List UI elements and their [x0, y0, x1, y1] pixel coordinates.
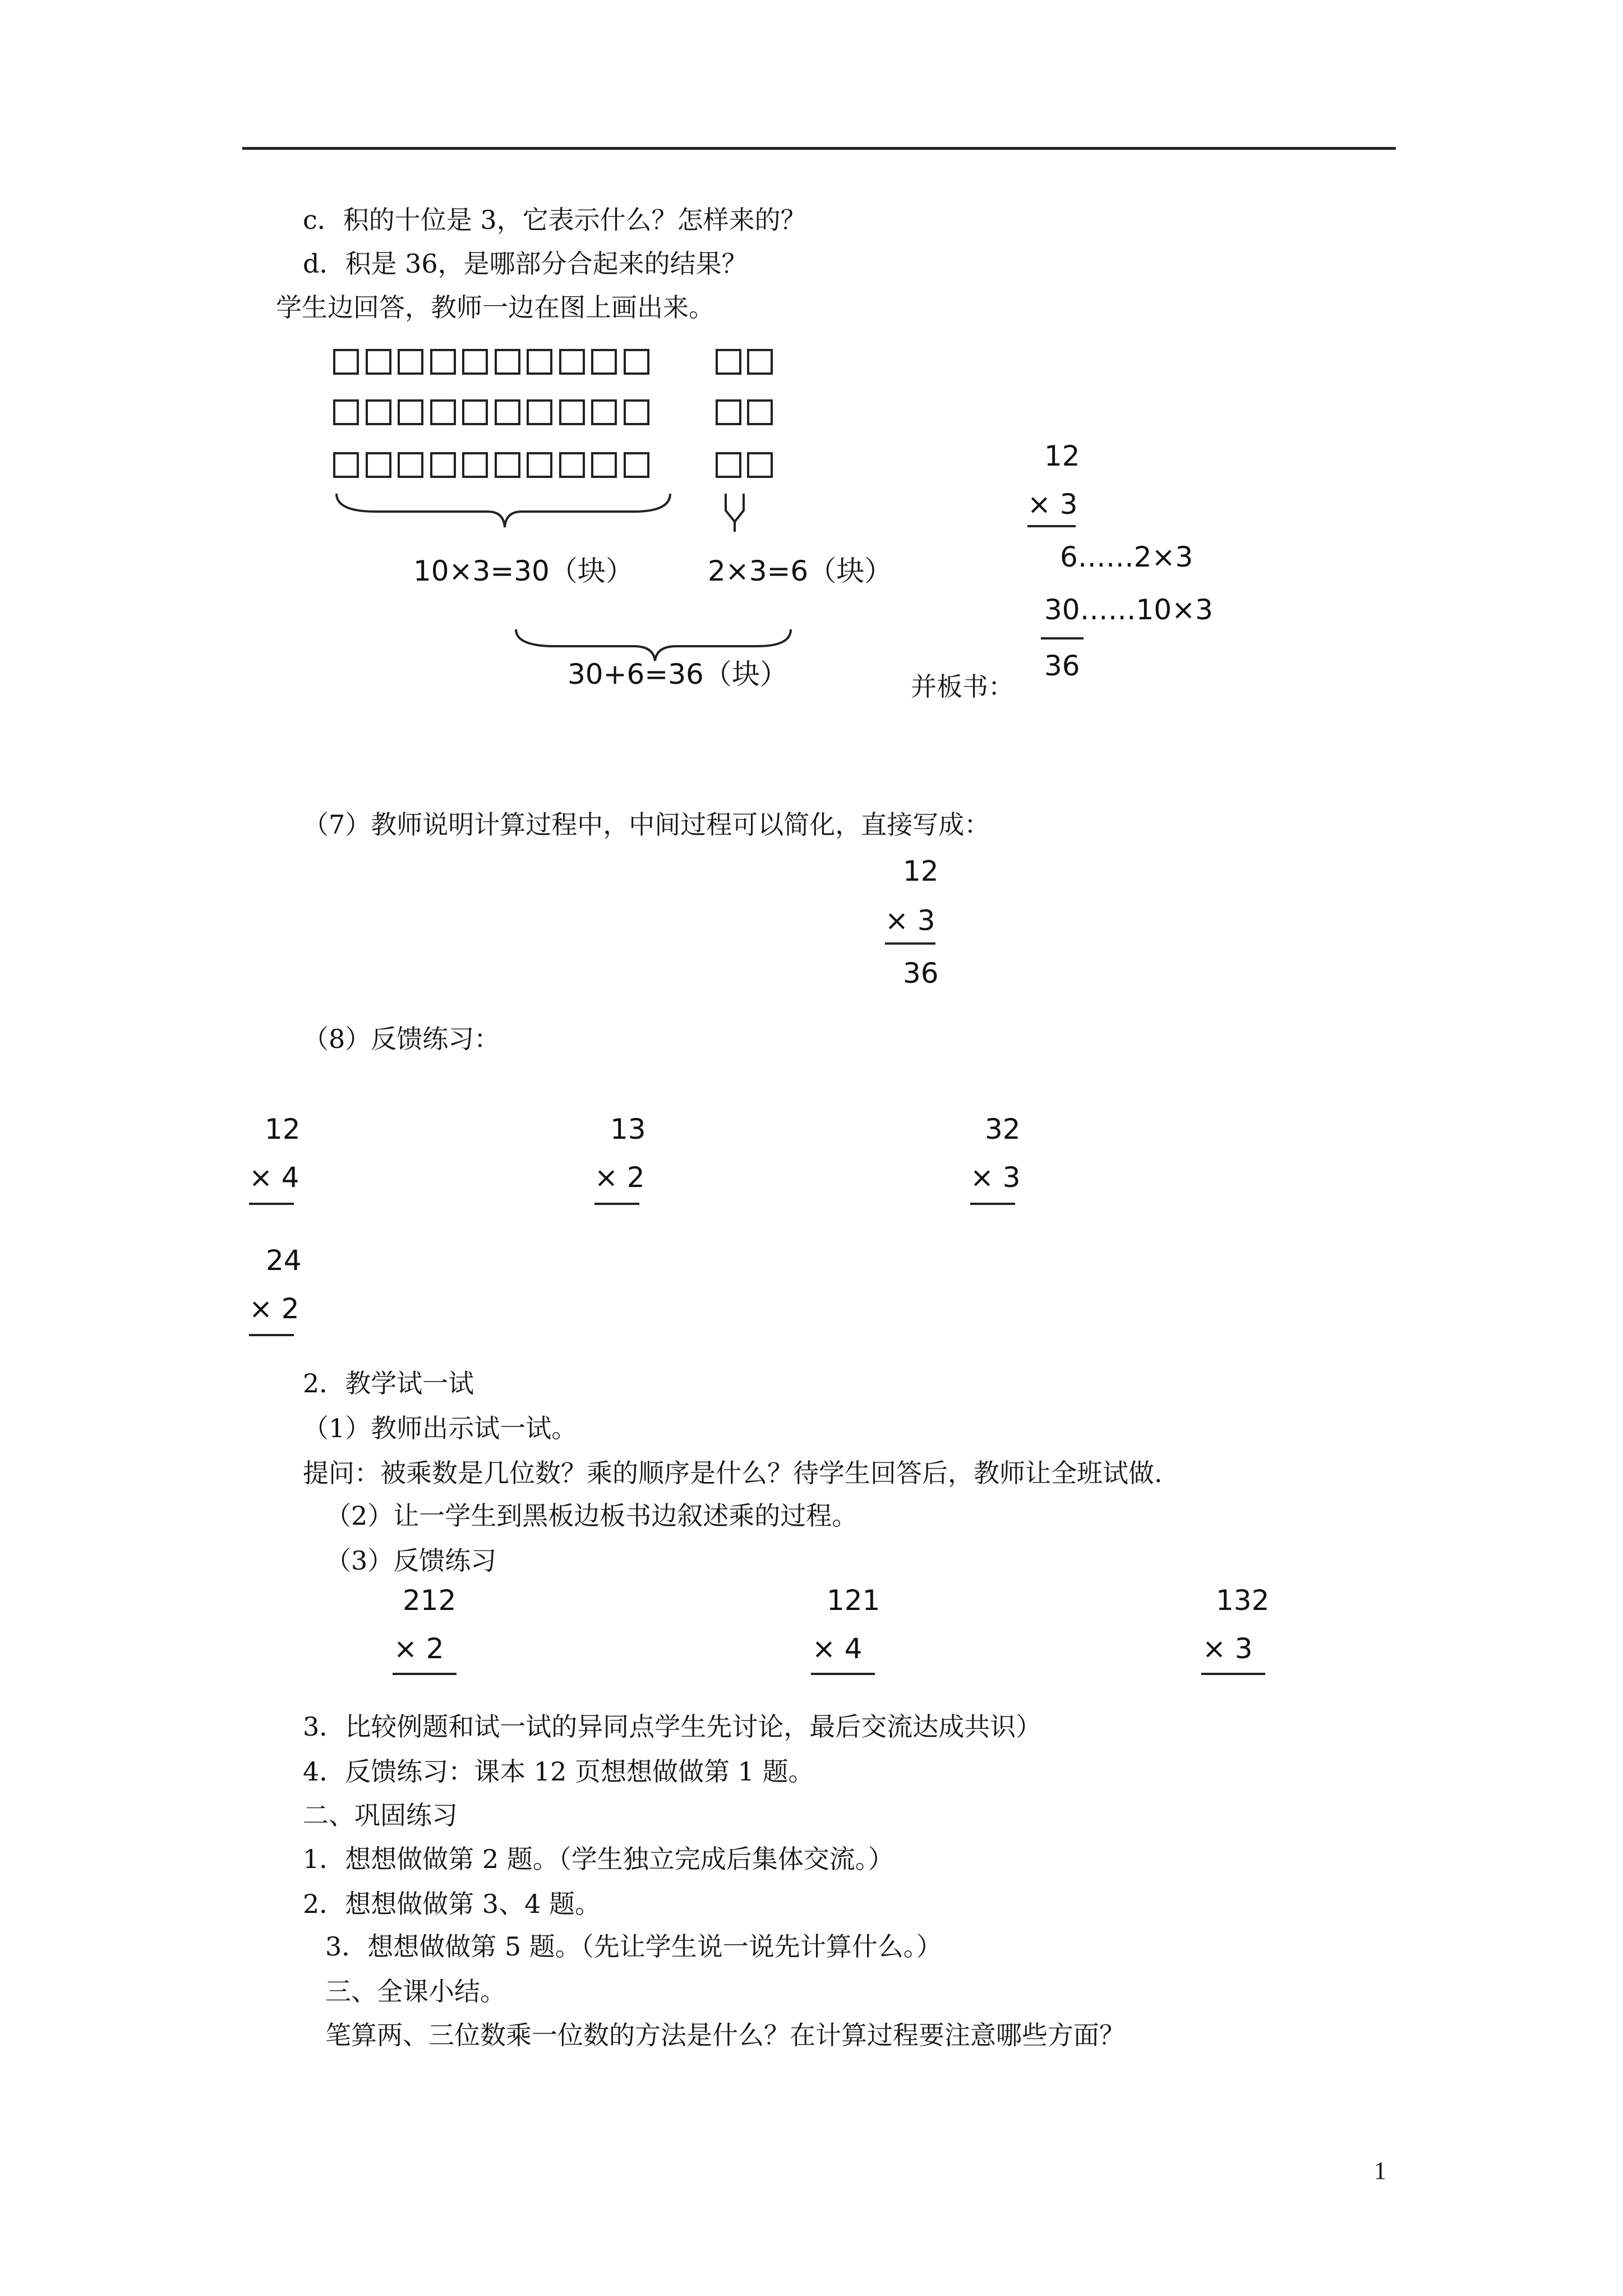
practice-2-top: 13 — [610, 1113, 646, 1145]
try-3-underline — [1201, 1673, 1265, 1675]
line-t2-1: （1）教师出示试一试。 — [303, 1413, 578, 1443]
try-2-multiplier: × 4 — [812, 1632, 863, 1665]
board-underline — [1027, 525, 1076, 527]
try-2-underline — [811, 1673, 875, 1675]
practice-3-top: 32 — [985, 1113, 1021, 1145]
block-square — [559, 399, 585, 425]
board-partial-1: 6……2×3 — [1060, 541, 1193, 573]
try-1-underline — [393, 1673, 457, 1675]
block-square — [462, 452, 488, 478]
block-square-small-group — [716, 452, 741, 478]
board-result: 36 — [1044, 650, 1080, 682]
line-c: c．积的十位是 3，它表示什么？怎样来的？ — [303, 205, 806, 235]
line-question: 提问：被乘数是几位数？乘的顺序是什么？待学生回答后，教师让全班试做. — [303, 1458, 1163, 1488]
block-square — [333, 452, 359, 478]
block-square-small-group — [747, 399, 773, 425]
line-s3: 三、全课小结。 — [325, 1976, 506, 2007]
block-square-small-group — [747, 452, 773, 478]
block-square — [591, 399, 617, 425]
big-brace — [336, 494, 670, 527]
board-label: 并板书： — [911, 671, 1014, 702]
line-summary: 笔算两、三位数乘一位数的方法是什么？在计算过程要注意哪些方面？ — [325, 2020, 1125, 2050]
board-top: 12 — [1044, 440, 1080, 472]
line-s2: 二、巩固练习 — [303, 1800, 458, 1830]
practice-1-top: 12 — [265, 1113, 301, 1145]
block-square-small-group — [747, 349, 773, 375]
practice-3-underline — [970, 1203, 1015, 1205]
block-square-small-group — [716, 399, 741, 425]
line-p3: 3．想想做做第 5 题。（先让学生说一说先计算什么。） — [325, 1931, 942, 1962]
equation-big-group: 10×3=30（块） — [413, 555, 634, 587]
line-p1: 1．想想做做第 2 题。（学生独立完成后集体交流。） — [303, 1844, 894, 1874]
line-t4: 4．反馈练习：课本 12 页想想做做第 1 题。 — [303, 1756, 814, 1787]
practice-4-multiplier: × 2 — [249, 1292, 299, 1325]
block-square-small-group — [716, 349, 741, 375]
try-3-top: 132 — [1216, 1584, 1270, 1617]
block-square — [366, 349, 391, 375]
line-student: 学生边回答，教师一边在图上画出来。 — [276, 292, 714, 323]
block-square — [495, 399, 520, 425]
block-square — [333, 349, 359, 375]
block-square — [624, 349, 649, 375]
block-square — [591, 452, 617, 478]
block-square — [398, 399, 423, 425]
line-t2-3: （3）反馈练习 — [325, 1545, 497, 1576]
practice-2-underline — [594, 1203, 639, 1205]
block-square — [462, 349, 488, 375]
board-multiplier: × 3 — [1027, 488, 1078, 521]
block-square — [398, 349, 423, 375]
line-step7: （7）教师说明计算过程中，中间过程可以简化，直接写成： — [303, 809, 990, 840]
equation-small-group: 2×3=6（块） — [708, 555, 893, 587]
practice-4-underline — [249, 1334, 294, 1336]
simplified-underline — [885, 942, 935, 945]
block-square — [462, 399, 488, 425]
block-square — [559, 452, 585, 478]
equation-total: 30+6=36（块） — [568, 658, 788, 691]
block-square — [591, 349, 617, 375]
block-square — [495, 452, 520, 478]
line-d: d．积是 36，是哪部分合起来的结果？ — [303, 249, 748, 279]
block-square — [430, 452, 456, 478]
block-square — [430, 349, 456, 375]
block-square — [495, 349, 520, 375]
simplified-result: 36 — [903, 957, 939, 990]
practice-3-multiplier: × 3 — [970, 1161, 1021, 1194]
block-square — [559, 349, 585, 375]
block-square — [527, 399, 552, 425]
block-square — [624, 399, 649, 425]
block-square — [366, 452, 391, 478]
board-result-line — [1041, 637, 1083, 639]
header-rule — [242, 147, 1396, 150]
block-square — [527, 349, 552, 375]
practice-4-top: 24 — [266, 1244, 302, 1277]
practice-1-underline — [249, 1203, 294, 1205]
practice-2-multiplier: × 2 — [594, 1161, 645, 1194]
try-3-multiplier: × 3 — [1202, 1632, 1253, 1665]
line-t2: 2．教学试一试 — [303, 1368, 474, 1398]
practice-1-multiplier: × 4 — [249, 1161, 299, 1194]
block-square — [398, 452, 423, 478]
block-square — [527, 452, 552, 478]
line-p2: 2．想想做做第 3、4 题。 — [303, 1889, 601, 1919]
block-square — [333, 399, 359, 425]
try-1-top: 212 — [403, 1584, 457, 1617]
board-partial-2: 30……10×3 — [1044, 593, 1213, 626]
block-square — [624, 452, 649, 478]
simplified-top: 12 — [903, 855, 939, 887]
block-square — [430, 399, 456, 425]
page-number: 1 — [1374, 2157, 1386, 2184]
try-1-multiplier: × 2 — [394, 1632, 444, 1665]
small-connector — [726, 494, 744, 532]
simplified-multiplier: × 3 — [885, 904, 935, 937]
line-t3: 3．比较例题和试一试的异同点学生先讨论，最后交流达成共识） — [303, 1711, 1042, 1742]
line-t2-2: （2）让一学生到黑板边板书边叙述乘的过程。 — [325, 1501, 858, 1531]
block-square — [366, 399, 391, 425]
try-2-top: 121 — [827, 1584, 880, 1617]
line-step8: （8）反馈练习： — [303, 1024, 500, 1054]
